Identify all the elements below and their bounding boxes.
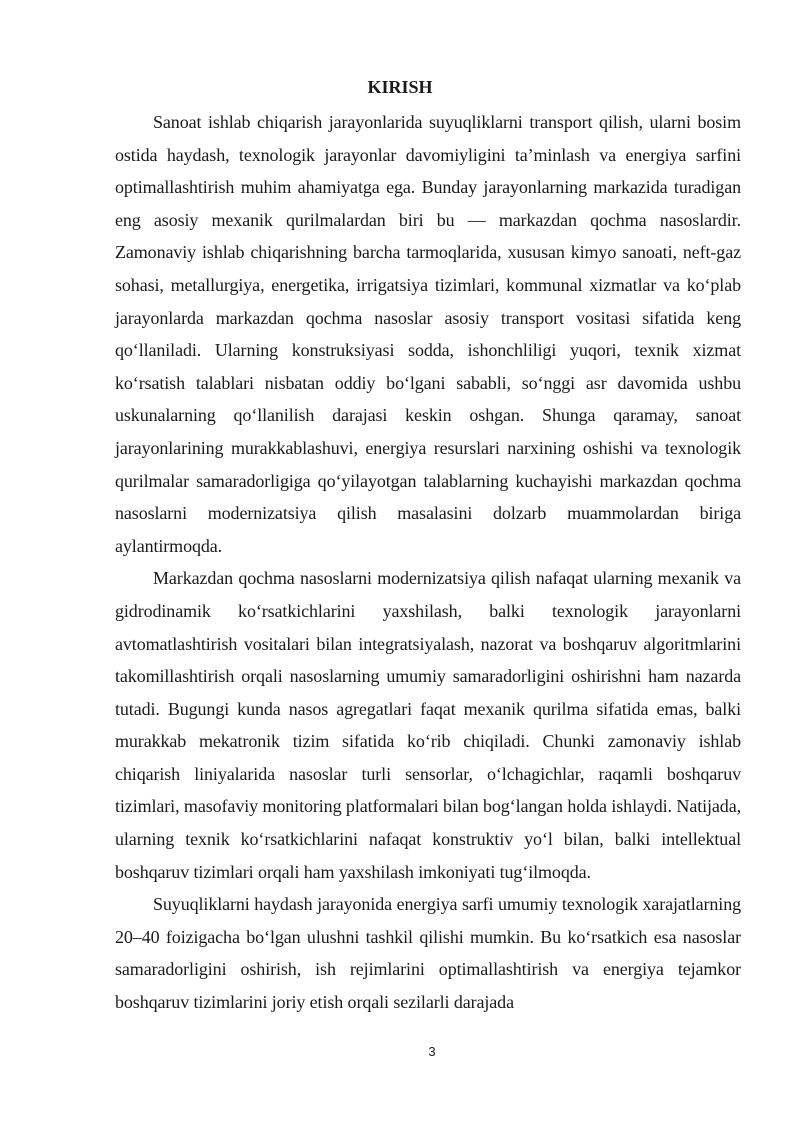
page-number: 3 [428, 1044, 436, 1059]
paragraph-1: Sanoat ishlab chiqarish jarayonlarida suyuqliklarni transport qilish, ularni bosim ostida haydash, texnologik jarayonlar davomiyligini ta’minlash va energiya sarfini optimallashtirish muhim ahamiyatga ega. Bunday jarayonlarning markazida turadigan eng asosiy mexanik qurilmalardan biri bu — markazdan qochma nasoslardir. Zamonaviy ishlab chiqarishning barcha tarmoqlarida, xususan kimyo sanoati, neft-gaz sohasi, metallurgiya, energetika, irrigatsiya tizimlari, kommunal xizmatlar va ko‘plab jarayonlarda markazdan qochma nasoslar asosiy transport vositasi sifatida keng qo‘llaniladi. Ularning konstruksiyasi sodda, ishonchliligi yuqori, texnik xizmat ko‘rsatish talablari nisbatan oddiy bo‘lgani sababli, so‘nggi asr davomida ushbu uskunalarning qo‘llanilish darajasi keskin oshgan. Shunga qaramay, sanoat jarayonlarining murakkablashuvi, energiya resurslari narxining oshishi va texnologik qurilmalar samaradorligiga qo‘yilayotgan talablarning kuchayishi markazdan qochma nasoslarni modernizatsiya qilish masalasini dolzarb muammolardan biriga aylantirmoqda. [115, 112, 741, 556]
section-title: KIRISH [367, 77, 433, 97]
paragraph-2: Markazdan qochma nasoslarni modernizatsiya qilish nafaqat ularning mexanik va gidrodinamik ko‘rsatkichlarini yaxshilash, balki texnologik jarayonlarni avtomatlashtirish vositalari bilan integratsiyalash, nazorat va boshqaruv algoritmlarini takomillashtirish orqali nasoslarning umumiy samaradorligini oshirishni ham nazarda tutadi. Bugungi kunda nasos agregatlari faqat mexanik qurilma sifatida emas, balki murakkab mekatronik tizim sifatida ko‘rib chiqiladi. Chunki zamonaviy ishlab chiqarish liniyalarida nasoslar turli sensorlar, o‘lchagichlar, raqamli boshqaruv tizimlari, masofaviy monitoring platformalari bilan bog‘langan holda ishlaydi. Natijada, ularning texnik ko‘rsatkichlarini nafaqat konstruktiv yo‘l bilan, balki intellektual boshqaruv tizimlari orqali ham yaxshilash imkoniyati tug‘ilmoqda. [115, 568, 741, 882]
paragraph-3: Suyuqliklarni haydash jarayonida energiya sarfi umumiy texnologik xarajatlarning 20–40 foizigacha bo‘lgan ulushni tashkil qilishi mumkin. Bu ko‘rsatkich esa nasoslar samaradorligini oshirish, ish rejimlarini optimallashtirish va energiya tejamkor boshqaruv tizimlarini joriy etish orqali sezilarli darajada [115, 894, 741, 1013]
body-text [115, 106, 741, 1019]
